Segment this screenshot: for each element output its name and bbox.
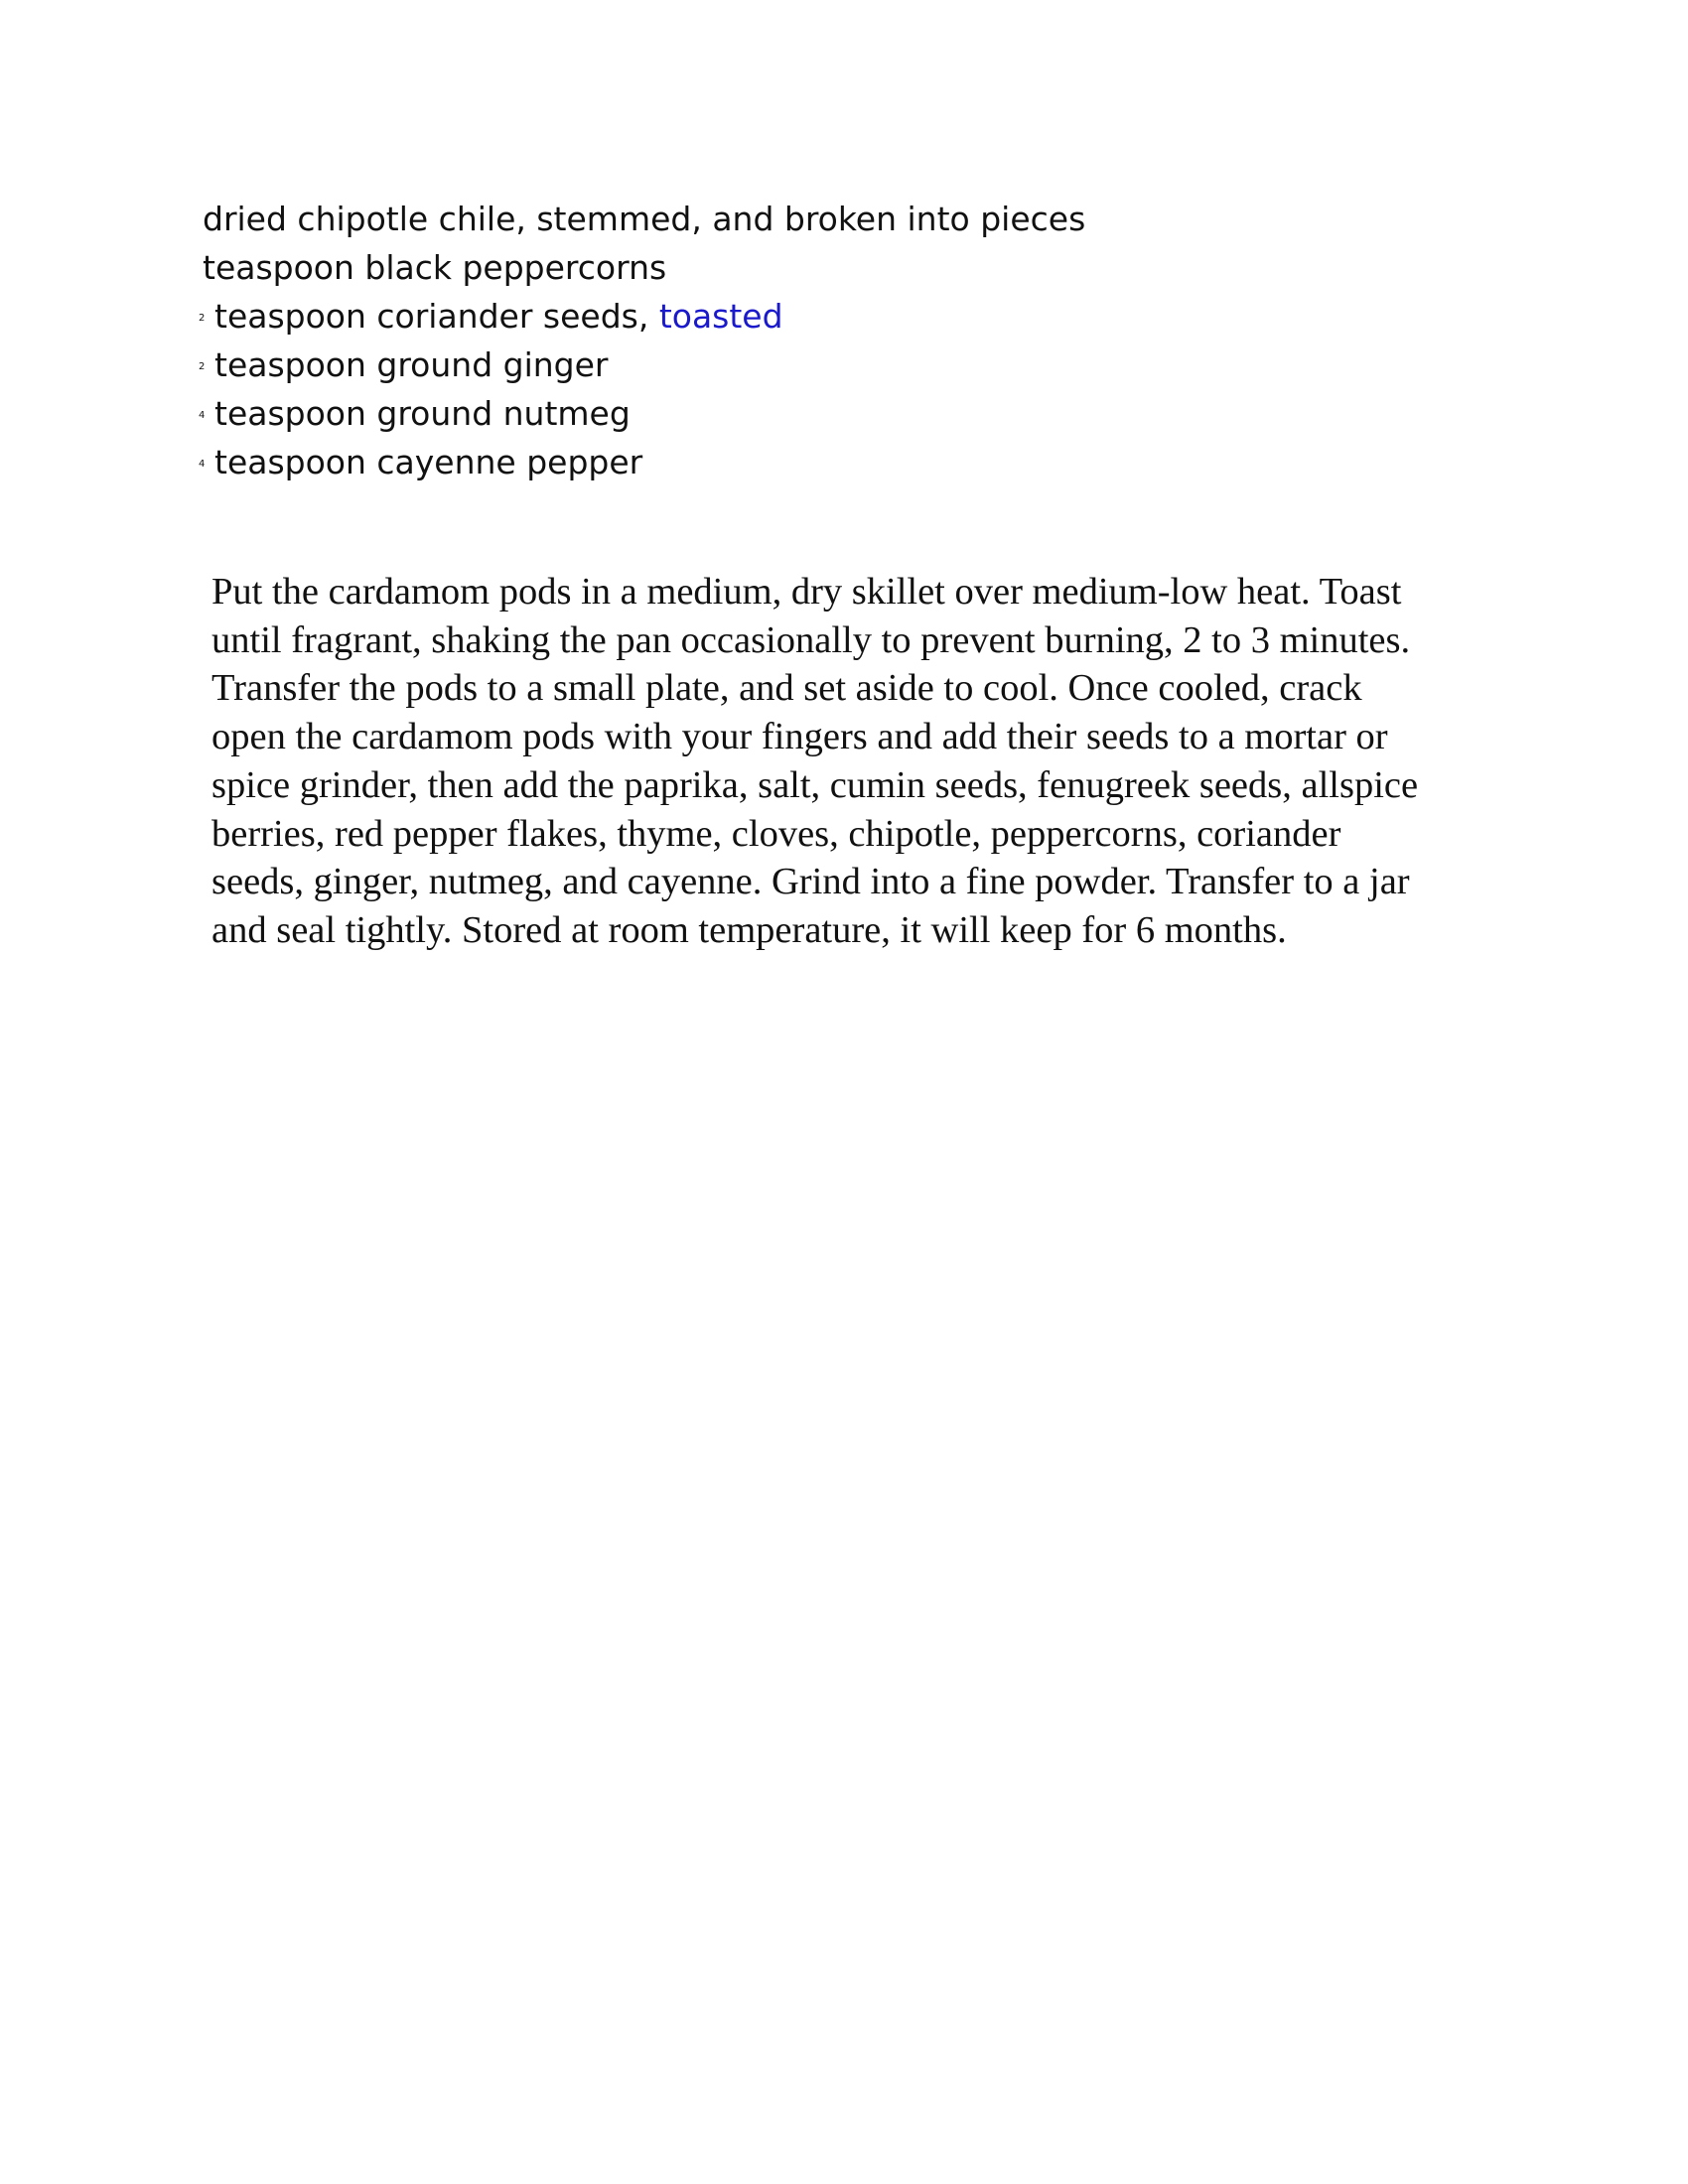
ingredient-quantity: 2	[199, 313, 206, 324]
ingredient-text: teaspoon coriander seeds,	[214, 297, 659, 336]
ingredient-text: teaspoon cayenne pepper	[214, 443, 643, 481]
ingredient-text: teaspoon ground ginger	[214, 345, 609, 384]
ingredient-item	[199, 389, 1291, 438]
ingredient-text: dried chipotle chile, stemmed, and broken into pieces	[203, 200, 1086, 238]
method-line: berries, red pepper flakes, thyme, cloves, chipotle, peppercorns, coriander	[211, 812, 1341, 855]
ingredient-item	[199, 341, 1291, 389]
ingredient-text: teaspoon ground nutmeg	[214, 394, 631, 433]
method-line: spice grinder, then add the paprika, salt, cumin seeds, fenugreek seeds, allspice	[211, 763, 1419, 806]
method-paragraph	[211, 568, 1502, 955]
method-line: and seal tightly. Stored at room temperature, it will keep for 6 months.	[211, 908, 1287, 951]
method-line: until fragrant, shaking the pan occasionally to prevent burning, 2 to 3 minutes.	[211, 618, 1411, 661]
method-line: Transfer the pods to a small plate, and set aside to cool. Once cooled, crack	[211, 667, 1362, 710]
ingredient-item	[199, 292, 1291, 341]
method-line: Put the cardamom pods in a medium, dry skillet over medium-low heat. Toast	[211, 571, 1402, 613]
method-line: open the cardamom pods with your fingers and add their seeds to a mortar or	[211, 716, 1388, 758]
ingredient-item	[199, 195, 1291, 243]
ingredient-item	[199, 243, 1291, 292]
ingredient-quantity: 2	[199, 361, 206, 372]
ingredient-item	[199, 438, 1291, 486]
toasted-link[interactable]: toasted	[658, 297, 783, 336]
ingredient-list	[199, 195, 1291, 486]
ingredient-quantity: 4	[199, 410, 206, 421]
method-line: seeds, ginger, nutmeg, and cayenne. Grind into a fine powder. Transfer to a jar	[211, 861, 1410, 903]
ingredient-text: teaspoon black peppercorns	[203, 248, 667, 287]
ingredient-quantity: 4	[199, 459, 206, 470]
